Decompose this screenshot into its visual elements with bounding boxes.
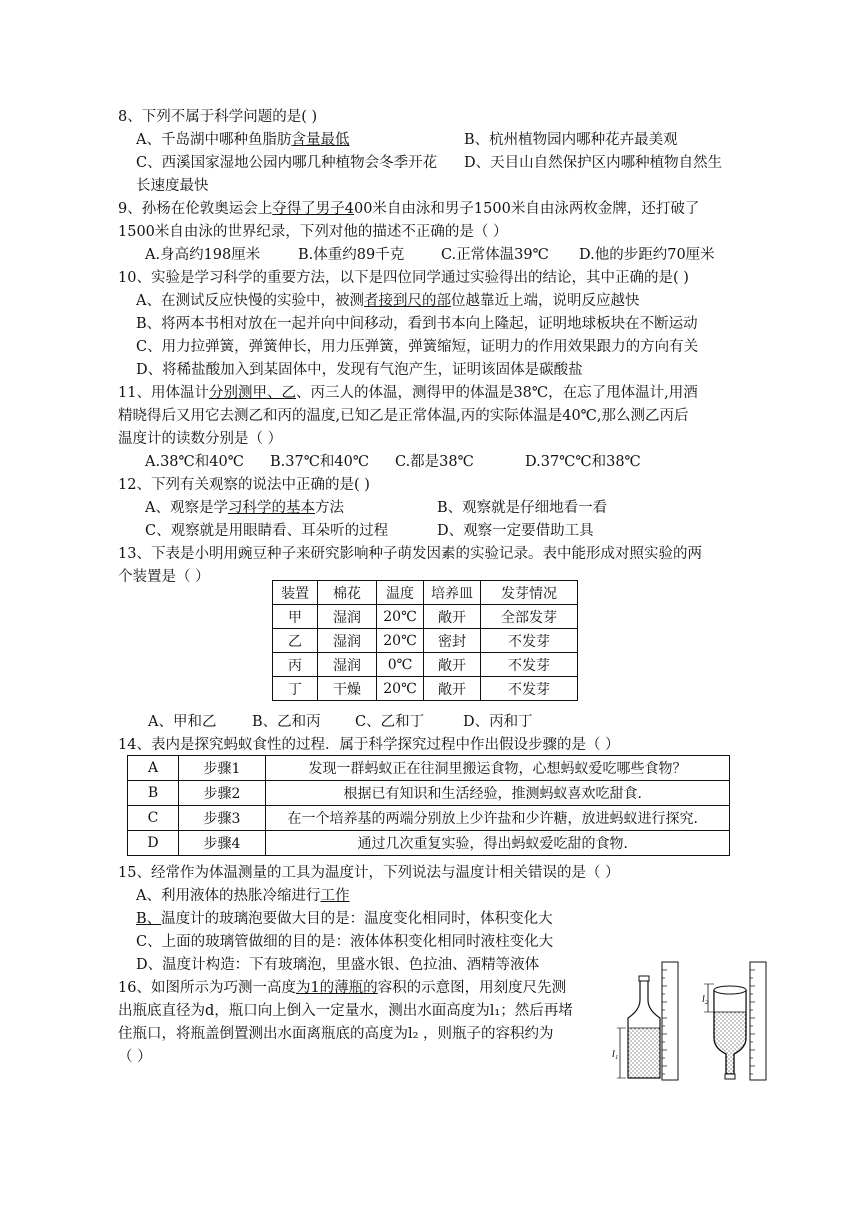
q8-option-b: B、杭州植物园内哪种花卉最美观 [464,132,678,148]
q10-option-d: D、将稀盐酸加入到某固体中，发现有气泡产生，证明该固体是碳酸盐 [136,362,583,378]
q9-stem [118,199,699,219]
q10-option-a-post: 位越靠近上端，说明反应越快 [450,293,640,309]
q15-option-b-underlined: B、 [136,911,162,927]
table-row [128,781,730,806]
q8-option-c: C、西溪国家湿地公园内哪几种植物会冬季开花 [136,155,438,171]
table-cell: 步骤1 [179,756,266,781]
q12-option-a-post: 方法 [314,500,344,516]
table-row [128,806,730,831]
q16-stem-post: 容积的示意图，用刻度尺先测 [377,980,567,996]
q15-option-b-post: 温度计的玻璃泡要做大目的是：温度变化相同时，体积变化大 [161,911,553,927]
q11-option-c: C.都是38℃ [395,454,474,470]
q16-stem-line2: 出瓶底直径为d，瓶口向上倒入一定量水，测出水面高度为l₁；然后再堵 [118,1003,573,1019]
ruler-left [662,962,678,1080]
q13-stem: 13、下表是小明用豌豆种子来研究影响种子萌发因素的实验记录。表中能形成对照实验的两 [118,546,702,562]
q16-stem-line3: 住瓶口，将瓶盖倒置测出水面离瓶底的高度为l₂ ，则瓶子的容积约为 [118,1026,554,1042]
table-cell: 0℃ [377,653,424,677]
table-header-row [273,581,578,605]
q11-stem-post: 、丙三人的体温，测得甲的体温是38℃，在忘了甩体温计,用酒 [295,385,698,401]
q10-option-a-pre: A、在测试反应快慢的实验中，被测 [136,293,364,309]
table-cell: D [128,831,179,856]
q12-option-d: D、观察一定要借助工具 [437,523,594,539]
table-cell: 步骤4 [179,831,266,856]
q10-option-b: B、将两本书相对放在一起并向中间移动，看到书本向上隆起，证明地球板块在不断运动 [136,316,698,332]
table-header-cell: 发芽情况 [481,581,578,605]
table-cell: 敞开 [424,677,481,701]
table-cell: A [128,756,179,781]
q9-stem-post: 00米自由泳和男子1500米自由泳两枚金牌，还打破了 [353,201,700,217]
q15-option-b [136,909,553,929]
table-header-cell: 温度 [377,581,424,605]
q8-option-d: D、天目山自然保护区内哪种植物自然生 [464,155,723,171]
q9-stem-line2: 1500米自由泳的世界纪录，下列对他的描述不正确的是（ ） [118,224,508,240]
label-l1: l₁ [612,1049,619,1060]
table-cell: 不发芽 [481,653,578,677]
table-row [128,756,730,781]
q11-stem [118,383,698,403]
table-cell: 甲 [273,605,318,629]
q15-stem: 15、经常作为体温测量的工具为温度计，下列说法与温度计相关错误的是（ ） [118,865,620,881]
table-cell: 乙 [273,629,318,653]
q9-stem-pre: 9、孙杨在伦敦奥运会上 [118,201,273,217]
ruler-right [750,962,766,1080]
q9-stem-underlined: 夺得了男子4 [272,201,354,217]
table-cell: 密封 [424,629,481,653]
table-cell: 干燥 [318,677,377,701]
q10-option-c: C、用力拉弹簧，弹簧伸长，用力压弹簧，弹簧缩短，证明力的作用效果跟力的方向有关 [136,339,699,355]
q12-option-b: B、观察就是仔细地看一看 [437,500,608,516]
q16-stem [118,978,566,998]
q9-option-d: D.他的步距约70厘米 [579,247,715,263]
q15-option-c: C、上面的玻璃管做细的目的是：液体体积变化相同时液柱变化大 [136,934,554,950]
q10-option-a [136,291,639,311]
table-header-cell: 装置 [273,581,318,605]
table-cell: 湿润 [318,629,377,653]
q15-option-a-underlined: 工作 [320,888,350,904]
q12-option-a-underlined: 习科学的基本 [227,500,315,516]
table-cell: 丙 [273,653,318,677]
label-l2: l₂ [702,994,709,1005]
q13-table [272,580,578,701]
table-cell: 湿润 [318,653,377,677]
table-cell: 20℃ [377,677,424,701]
bottle-inverted [702,984,746,1079]
table-cell: 发现一群蚂蚁正在往洞里搬运食物，心想蚂蚁爱吃哪些食物？ [266,756,730,781]
table-row [273,605,578,629]
table-row [128,831,730,856]
q16-stem-pre: 16、如图所示为巧测一高度 [118,980,296,996]
q14-stem: 14、表内是探究蚂蚁食性的过程．属于科学探究过程中作出假设步骤的是（ ） [118,737,620,753]
q8-option-a [136,130,363,150]
q15-option-d: D、温度计构造：下有玻璃泡，里盛水银、色拉油、酒精等液体 [136,957,540,973]
bottle-measurement-figure [610,960,780,1085]
q11-stem-underlined: 分别测甲、乙 [208,385,296,401]
table-cell: 敞开 [424,605,481,629]
q11-stem-line2: 精晓得后又用它去测乙和丙的温度,已知乙是正常体温,丙的实际体温是40℃,那么测乙丙后 [118,408,689,424]
table-cell: 通过几次重复实验，得出蚂蚁爱吃甜的食物． [266,831,730,856]
q9-option-a: A.身高约198厘米 [145,247,261,263]
q10-stem: 10、实验是学习科学的重要方法，以下是四位同学通过实验得出的结论，其中正确的是( ) [118,270,689,286]
q8-option-a-text: A、千岛湖中哪种鱼脂肪 [136,132,292,148]
table-cell: 20℃ [377,629,424,653]
q12-option-c: C、观察就是用眼睛看、耳朵听的过程 [145,523,389,539]
q13-option-c: C、乙和丁 [355,714,425,730]
table-cell: 步骤3 [179,806,266,831]
table-cell: 20℃ [377,605,424,629]
table-cell: 敞开 [424,653,481,677]
table-cell: 不发芽 [481,629,578,653]
q11-stem-line3: 温度计的读数分别是（ ） [118,431,283,447]
table-header-cell: 培养皿 [424,581,481,605]
q10-option-a-underlined: 者接到尺的部 [363,293,451,309]
table-header-cell: 棉花 [318,581,377,605]
q11-option-a: A.38℃和40℃ [145,454,244,470]
q8-option-d-cont: 长速度最快 [136,178,209,194]
table-row [273,629,578,653]
table-cell: B [128,781,179,806]
table-row [273,677,578,701]
q13-option-b: B、乙和丙 [252,714,321,730]
q12-stem: 12、下列有关观察的说法中正确的是( ) [118,477,370,493]
table-cell: 在一个培养基的两端分别放上少许盐和少许糖，放进蚂蚁进行探究． [266,806,730,831]
q16-stem-line4: （ ） [118,1049,152,1065]
q15-option-a-pre: A、利用液体的热胀冷缩进行 [136,888,321,904]
q11-stem-pre: 11、用体温计 [118,385,209,401]
q8-stem: 8、下列不属于科学问题的是( ) [118,109,318,125]
q9-option-b: B.体重约89千克 [298,247,405,263]
table-row [273,653,578,677]
table-cell: 丁 [273,677,318,701]
bottle-upright [612,976,660,1078]
table-cell: 湿润 [318,605,377,629]
table-cell: 步骤2 [179,781,266,806]
q14-table [127,755,730,856]
q8-option-a-underlined: 含量最低 [291,132,350,148]
table-cell: C [128,806,179,831]
q9-option-c: C.正常体温39℃ [441,247,549,263]
q11-option-b: B.37℃和40℃ [270,454,370,470]
table-cell: 根据已有知识和生活经验，推测蚂蚁喜欢吃甜食． [266,781,730,806]
q12-option-a-pre: A、观察是学 [145,500,228,516]
table-cell: 全部发芽 [481,605,578,629]
q15-option-a [136,886,349,906]
q13-option-a: A、甲和乙 [148,714,217,730]
q13-stem-line2: 个装置是（ ） [118,569,210,585]
q13-option-d: D、丙和丁 [463,714,533,730]
q11-option-d: D.37℃℃和38℃ [525,454,641,470]
q16-stem-underlined: 为1的薄瓶的 [295,980,378,996]
q12-option-a [145,498,344,518]
table-cell: 不发芽 [481,677,578,701]
